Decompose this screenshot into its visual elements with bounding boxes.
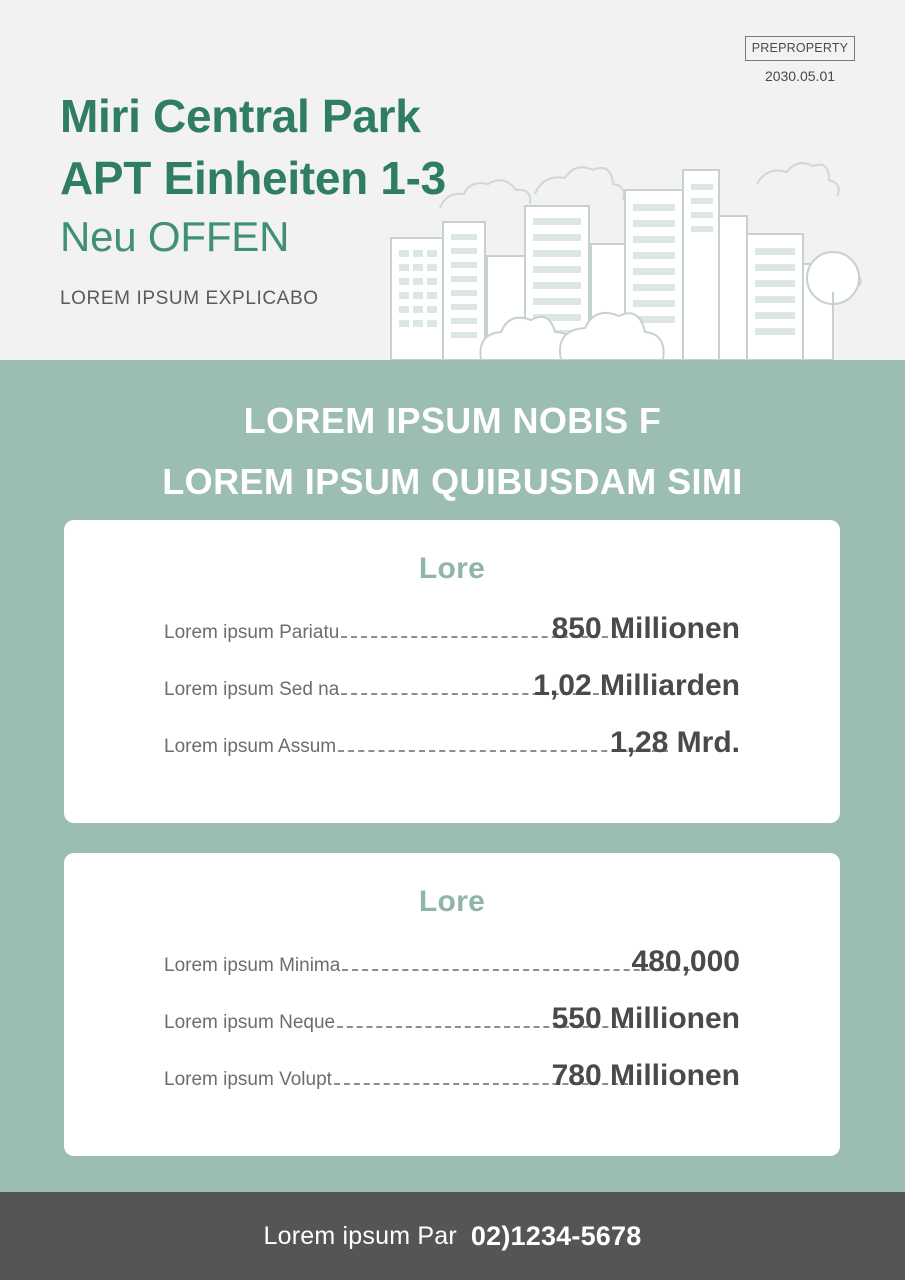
row-value: 1,28 Mrd. [609,726,740,759]
row-label: Lorem ipsum Neque [164,1012,336,1033]
stamp-label: PREPROPERTY [745,36,855,61]
row-value: 780 Millionen [551,1059,740,1092]
poster-footer [0,1192,905,1280]
table-row [164,669,740,726]
table-row [164,1059,740,1116]
row-value: 480,000 [631,945,740,978]
row-value: 850 Millionen [551,612,740,645]
banner-line-2: LOREM IPSUM QUIBUSDAM SIMI [162,461,743,503]
card-1-rows [64,612,840,783]
row-label: Lorem ipsum Pariatu [164,622,340,643]
row-label: Lorem ipsum Volupt [164,1069,332,1090]
row-label: Lorem ipsum Sed na [164,679,340,700]
info-card-1 [64,520,840,823]
info-card-2 [64,853,840,1156]
card-2-rows [64,945,840,1116]
city-skyline-illustration [385,160,905,360]
stamp-block [745,36,855,84]
poster-header [0,0,905,360]
table-row [164,726,740,783]
page-subtitle: LOREM IPSUM EXPLICABO [60,287,319,309]
stamp-date: 2030.05.01 [764,68,836,84]
title-line-2: APT Einheiten 1-3 [60,151,446,204]
table-row [164,612,740,669]
row-value: 550 Millionen [551,1002,740,1035]
card-1-title: Lore [418,552,486,585]
row-label: Lorem ipsum Minima [164,955,341,976]
title-line-3: Neu OFFEN [60,213,290,261]
row-value: 1,02 Milliarden [533,669,740,702]
footer-phone-number: 02)1234-5678 [470,1220,642,1251]
main-green-panel [0,360,905,1192]
card-2-title: Lore [418,885,486,918]
banner-heading [0,360,905,512]
banner-line-1: LOREM IPSUM NOBIS F [243,400,662,441]
table-row [164,1002,740,1059]
title-line-1: Miri Central Park [60,90,421,142]
table-row [164,945,740,1002]
row-label: Lorem ipsum Assum [164,736,337,757]
page-title [60,86,446,310]
footer-text: Lorem ipsum Par [263,1221,457,1250]
